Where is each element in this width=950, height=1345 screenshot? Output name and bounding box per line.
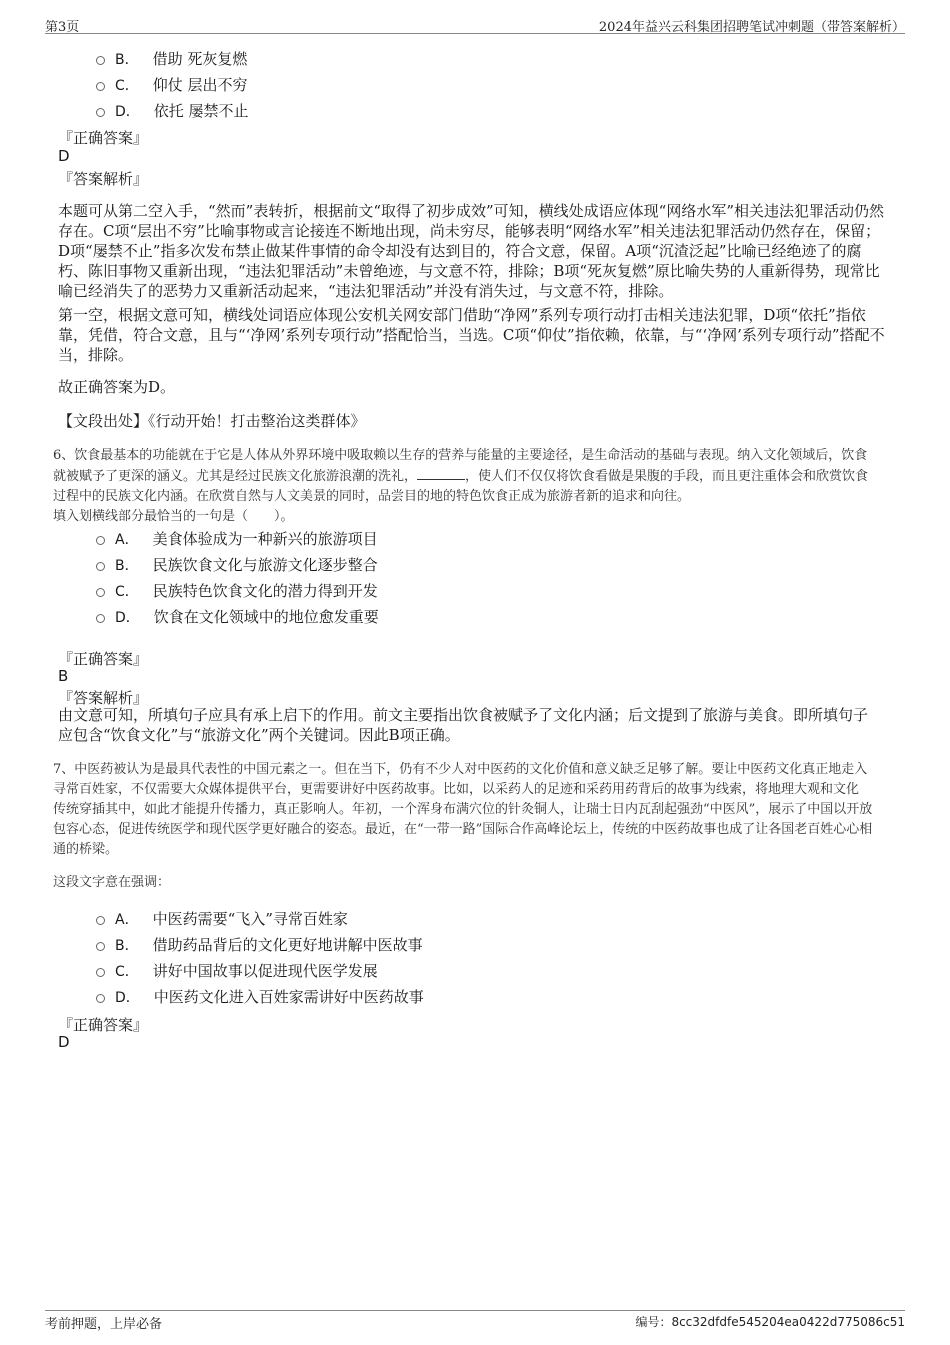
q7-answer-label: 『正确答案』	[58, 1016, 149, 1034]
radio-icon[interactable]	[96, 588, 105, 597]
radio-icon[interactable]	[96, 82, 105, 91]
q5-option-c[interactable]: C． 仰仗 层出不穷	[96, 74, 248, 95]
q7-prompt: 这段文字意在强调：	[53, 875, 171, 890]
q5-analysis-paragraph-2: 第一空，根据文意可知，横线处词语应体现公安机关网安部门借助“净网”系列专项行动打击相关违法犯罪，D项“依托”指依 靠，凭借，符合文意，且与“‘净网’系列专项行动”搭配恰当，当选。C项“仰仗”指依赖，依靠，与“‘净网’系列专项行动”搭配不 当，排除。	[58, 306, 885, 364]
q5-answer-label: 『正确答案』	[58, 129, 149, 147]
q6-option-b[interactable]: B． 民族饮食文化与旅游文化逐步整合	[96, 554, 378, 575]
radio-icon[interactable]	[96, 108, 105, 117]
radio-icon[interactable]	[96, 56, 105, 65]
radio-icon[interactable]	[96, 916, 105, 925]
radio-icon[interactable]	[96, 994, 105, 1003]
footer-divider	[45, 1310, 905, 1311]
page-number: 第3页	[45, 20, 80, 35]
q6-question-text: 6、饮食最基本的功能就在于它是人体从外界环境中吸取赖以生存的营养与能量的主要途径，是生命活动的基础与表现。纳入文化领域后，饮食 就被赋予了更深的涵义。尤其是经过民族文化旅游浪潮的洗礼， ，使人们不仅仅将饮食看做是果腹的手段，而且更注重体会和欣赏饮食 过程中的民族文化内涵。在欣赏自然与人文美景的同时，品尝目的地的特色饮食正成为旅游者新的追求和向往。 填入划横线部分最恰当的一句是（ ）。	[53, 446, 898, 527]
q5-option-d[interactable]: D． 依托 屡禁不止	[96, 100, 249, 121]
footer-slogan: 考前押题，上岸必备	[45, 1317, 163, 1332]
radio-icon[interactable]	[96, 968, 105, 977]
q7-question-text: 7、中医药被认为是最具代表性的中国元素之一。但在当下，仍有不少人对中医药的文化价值和意义缺乏足够了解。要让中医药文化真正地走入 寻常百姓家，不仅需要大众媒体提供平台，更需要讲好中医药故事。比如，以采药人的足迹和采药用药背后的故事为线索，将地理大观和文化 传统穿插其中，如此才能提升传播力，真正影响人。年初，一个浑身布满穴位的针灸铜人，让瑞士日内瓦刮起强劲“中医风”，展示了中国以开放 包容心态，促进传统医学和现代医学更好融合的姿态。最近，在“一带一路”国际合作高峰论坛上，传统的中医药故事也成了让各国老百姓心心相 通的桥梁。	[53, 762, 873, 857]
q6-option-a[interactable]: A． 美食体验成为一种新兴的旅游项目	[96, 528, 378, 549]
q6-option-d[interactable]: D． 饮食在文化领域中的地位愈发重要	[96, 606, 379, 627]
q6-analysis-label: 『答案解析』	[58, 689, 149, 707]
q6-answer: B	[58, 667, 69, 685]
radio-icon[interactable]	[96, 942, 105, 951]
q5-analysis-paragraph-1: 本题可从第二空入手，“然而”表转折，根据前文“取得了初步成效”可知，横线处成语应体现“网络水军”相关违法犯罪活动仍然 存在。C项“层出不穷”比喻事物或言论接连不断地出现，尚未穷尽，能够表明“网络水军”相关违法犯罪活动仍然存在，保留； D项“屡禁不止”指多次发布禁止做某件事情的命令却没有达到目的，符合文意，保留。A项“沉渣泛起”比喻已经绝迹了的腐 朽、陈旧事物又重新出现，“违法犯罪活动”未曾绝迹，与文意不符，排除；B项“死灰复燃”原比喻失势的人重新得势，现常比 喻已经消失了的恶势力又重新活动起来，“违法犯罪活动”并没有消失过，与文意不符，排除。	[58, 202, 885, 300]
q5-source: 【文段出处】《行动开始！打击整治这类群体》	[58, 412, 366, 430]
q5-answer: D	[58, 147, 70, 165]
q6-question-line-2: 就被赋予了更深的涵义。尤其是经过民族文化旅游浪潮的洗礼， ，使人们不仅仅将饮食看做是果腹的手段，而且更注重体会和欣赏饮食	[53, 466, 898, 487]
q6-answer-label: 『正确答案』	[58, 650, 149, 668]
q5-option-b[interactable]: B． 借助 死灰复燃	[96, 48, 247, 69]
q7-option-d[interactable]: D． 中医药文化进入百姓家需讲好中医药故事	[96, 986, 424, 1007]
q7-answer: D	[58, 1033, 70, 1051]
q7-option-c[interactable]: C． 讲好中国故事以促进现代医学发展	[96, 960, 378, 981]
q5-conclusion: 故正确答案为D。	[58, 378, 176, 396]
document-code: 编号：8cc32dfdfe545204ea0422d775086c51	[635, 1315, 905, 1329]
fill-blank	[417, 466, 465, 480]
q7-option-b[interactable]: B． 借助药品背后的文化更好地讲解中医故事	[96, 934, 423, 955]
q7-option-a[interactable]: A． 中医药需要“飞入”寻常百姓家	[96, 908, 348, 929]
header-divider	[45, 33, 905, 34]
radio-icon[interactable]	[96, 536, 105, 545]
q6-analysis: 由文意可知，所填句子应具有承上启下的作用。前文主要指出饮食被赋予了文化内涵；后文提到了旅游与美食。即所填句子 应包含“饮食文化”与“旅游文化”两个关键词。因此B项正确。	[58, 706, 869, 744]
radio-icon[interactable]	[96, 562, 105, 571]
q5-analysis-label: 『答案解析』	[58, 170, 149, 188]
document-title: 2024年益兴云科集团招聘笔试冲刺题（带答案解析）	[598, 20, 905, 35]
q6-option-c[interactable]: C． 民族特色饮食文化的潜力得到开发	[96, 580, 378, 601]
radio-icon[interactable]	[96, 614, 105, 623]
